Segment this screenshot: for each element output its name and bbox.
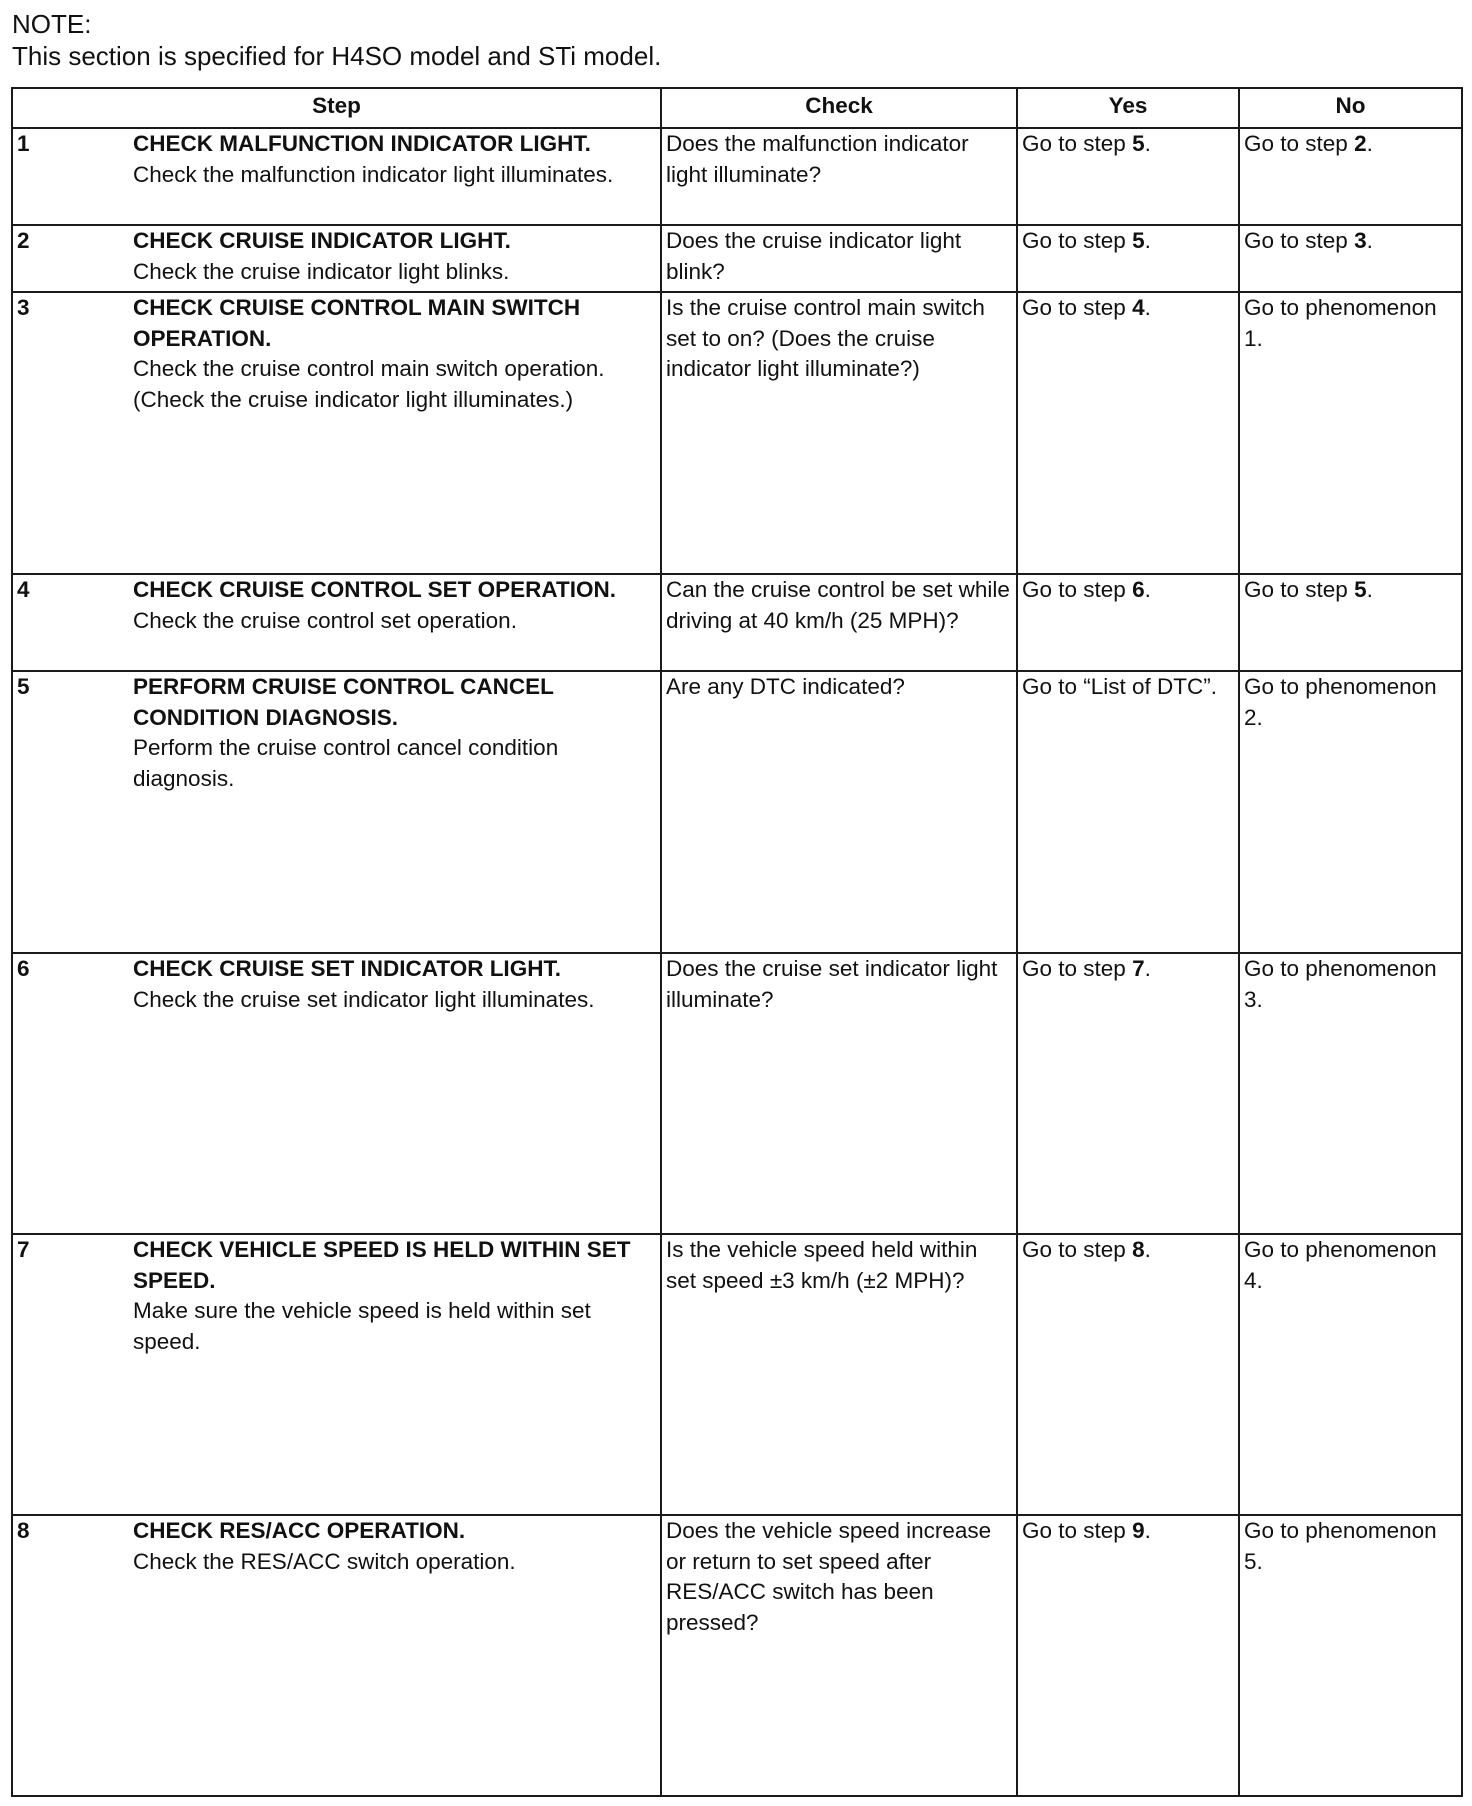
yes-suffix: .	[1144, 1518, 1151, 1543]
no-text: Go to step	[1244, 577, 1355, 602]
table-row	[12, 671, 1462, 953]
yes-cell	[1017, 1515, 1239, 1796]
step-cell	[12, 671, 661, 953]
no-text: Go to step	[1244, 131, 1355, 156]
step-cell	[12, 128, 661, 225]
no-suffix: .	[1366, 131, 1373, 156]
table-row	[12, 574, 1462, 671]
yes-suffix: .	[1144, 577, 1151, 602]
yes-step-ref: 6	[1132, 577, 1145, 602]
note-label: NOTE:	[12, 9, 92, 39]
no-text: Go to phenomenon 2.	[1244, 674, 1437, 730]
step-cell	[12, 1515, 661, 1796]
yes-suffix: .	[1144, 956, 1151, 981]
check-cell: Does the vehicle speed increase or return to set speed after RES/ACC switch has been pressed?	[661, 1515, 1017, 1796]
step-number: 3	[17, 295, 30, 320]
check-cell: Can the cruise control be set while driving at 40 km/h (25 MPH)?	[661, 574, 1017, 671]
yes-suffix: .	[1144, 1237, 1151, 1262]
note-block	[12, 8, 661, 72]
no-suffix: .	[1366, 577, 1373, 602]
step-number: 6	[17, 956, 30, 981]
table-row	[12, 1234, 1462, 1515]
step-description: Check the cruise indicator light blinks.	[133, 258, 510, 284]
step-description: Check the cruise control main switch operation. (Check the cruise indicator light illuminates.)	[133, 356, 605, 412]
yes-text: Go to step	[1022, 228, 1133, 253]
yes-suffix: .	[1144, 131, 1151, 156]
yes-suffix: .	[1144, 228, 1151, 253]
no-step-ref: 5	[1354, 577, 1367, 602]
yes-cell	[1017, 128, 1239, 225]
yes-step-ref: 9	[1132, 1518, 1145, 1543]
header-no: No	[1239, 88, 1462, 128]
check-cell: Does the cruise set indicator light illuminate?	[661, 953, 1017, 1234]
yes-step-ref: 4	[1132, 295, 1145, 320]
yes-cell	[1017, 574, 1239, 671]
no-text: Go to phenomenon 4.	[1244, 1237, 1437, 1293]
check-cell: Is the vehicle speed held within set speed ±3 km/h (±2 MPH)?	[661, 1234, 1017, 1515]
step-number: 7	[17, 1237, 30, 1262]
check-cell: Does the malfunction indicator light illuminate?	[661, 128, 1017, 225]
step-description: Check the cruise control set operation.	[133, 607, 517, 633]
diagnostic-table	[11, 87, 1463, 1797]
no-cell	[1239, 1234, 1462, 1515]
step-number: 8	[17, 1518, 30, 1543]
check-cell: Are any DTC indicated?	[661, 671, 1017, 953]
step-number: 5	[17, 674, 30, 699]
yes-suffix: .	[1144, 295, 1151, 320]
step-cell	[12, 953, 661, 1234]
step-description: Check the malfunction indicator light illuminates.	[133, 161, 614, 187]
yes-cell	[1017, 671, 1239, 953]
no-cell	[1239, 574, 1462, 671]
step-title: CHECK CRUISE SET INDICATOR LIGHT.	[133, 956, 561, 981]
yes-text: Go to “List of DTC”.	[1022, 674, 1218, 699]
step-title: CHECK CRUISE INDICATOR LIGHT.	[133, 228, 511, 253]
table-row	[12, 225, 1462, 292]
yes-step-ref: 8	[1132, 1237, 1145, 1262]
no-cell	[1239, 671, 1462, 953]
table-row	[12, 128, 1462, 225]
step-number: 4	[17, 577, 30, 602]
no-text: Go to phenomenon 5.	[1244, 1518, 1437, 1574]
table-row	[12, 953, 1462, 1234]
note-text: This section is specified for H4SO model and STi model.	[12, 41, 662, 71]
no-text: Go to phenomenon 1.	[1244, 295, 1437, 351]
yes-step-ref: 5	[1132, 131, 1145, 156]
step-title: CHECK CRUISE CONTROL MAIN SWITCH OPERATION.	[133, 295, 581, 351]
step-title: CHECK RES/ACC OPERATION.	[133, 1518, 466, 1543]
step-title: CHECK CRUISE CONTROL SET OPERATION.	[133, 577, 616, 602]
no-cell	[1239, 1515, 1462, 1796]
check-cell: Is the cruise control main switch set to on? (Does the cruise indicator light illuminate?)	[661, 292, 1017, 574]
header-yes: Yes	[1017, 88, 1239, 128]
header-step: Step	[12, 88, 661, 128]
step-description: Make sure the vehicle speed is held within set speed.	[133, 1298, 591, 1354]
yes-cell	[1017, 292, 1239, 574]
step-cell	[12, 292, 661, 574]
step-description: Check the RES/ACC switch operation.	[133, 1548, 516, 1574]
table-header-row	[12, 88, 1462, 128]
header-check: Check	[661, 88, 1017, 128]
step-title: CHECK MALFUNCTION INDICATOR LIGHT.	[133, 131, 591, 156]
step-title: CHECK VEHICLE SPEED IS HELD WITHIN SET SPEED.	[133, 1237, 631, 1293]
step-number: 2	[17, 228, 30, 253]
no-cell	[1239, 225, 1462, 292]
step-number: 1	[17, 131, 30, 156]
no-step-ref: 3	[1354, 228, 1367, 253]
yes-text: Go to step	[1022, 1237, 1133, 1262]
yes-cell	[1017, 1234, 1239, 1515]
yes-text: Go to step	[1022, 956, 1133, 981]
yes-text: Go to step	[1022, 295, 1133, 320]
step-description: Check the cruise set indicator light illuminates.	[133, 986, 595, 1012]
yes-cell	[1017, 225, 1239, 292]
yes-step-ref: 5	[1132, 228, 1145, 253]
yes-cell	[1017, 953, 1239, 1234]
no-text: Go to step	[1244, 228, 1355, 253]
no-suffix: .	[1366, 228, 1373, 253]
no-cell	[1239, 292, 1462, 574]
table-row	[12, 1515, 1462, 1796]
step-description: Perform the cruise control cancel condition diagnosis.	[133, 735, 559, 791]
yes-text: Go to step	[1022, 131, 1133, 156]
table-row	[12, 292, 1462, 574]
yes-step-ref: 7	[1132, 956, 1145, 981]
step-cell	[12, 574, 661, 671]
step-cell	[12, 225, 661, 292]
step-cell	[12, 1234, 661, 1515]
no-text: Go to phenomenon 3.	[1244, 956, 1437, 1012]
yes-text: Go to step	[1022, 577, 1133, 602]
yes-text: Go to step	[1022, 1518, 1133, 1543]
no-step-ref: 2	[1354, 131, 1367, 156]
step-title: PERFORM CRUISE CONTROL CANCEL CONDITION DIAGNOSIS.	[133, 674, 554, 730]
no-cell	[1239, 953, 1462, 1234]
no-cell	[1239, 128, 1462, 225]
check-cell: Does the cruise indicator light blink?	[661, 225, 1017, 292]
